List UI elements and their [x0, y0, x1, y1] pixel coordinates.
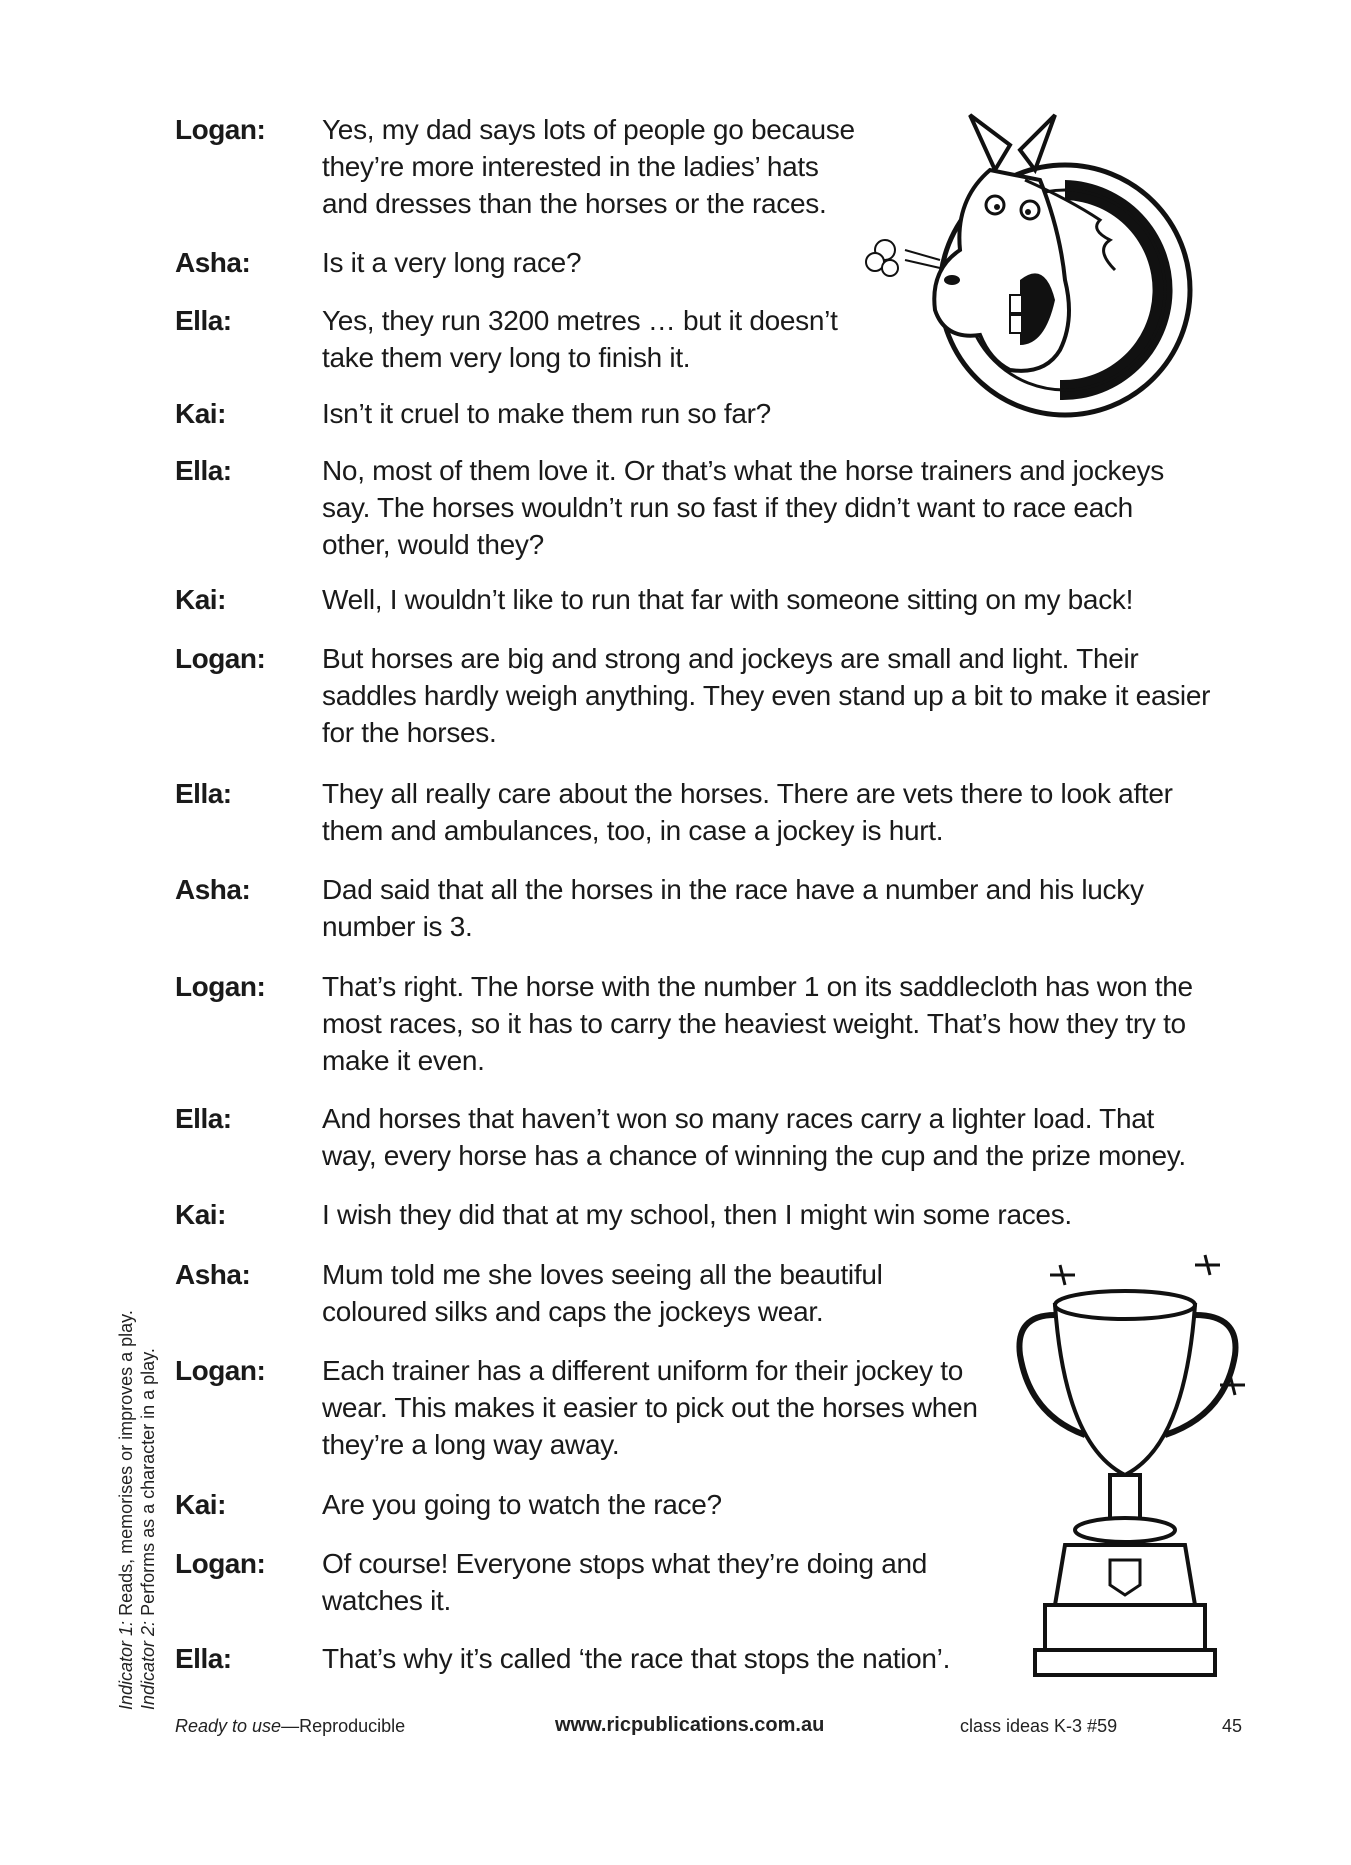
- indicator-sidebar: [115, 1310, 159, 1710]
- speech-text: That’s why it’s called ‘the race that stops the nation’.: [322, 1643, 951, 1674]
- footer-reproducible-text: —Reproducible: [281, 1716, 406, 1736]
- speaker-label: Logan:: [175, 971, 266, 1002]
- speaker-label: Kai:: [175, 584, 226, 615]
- horse-head-in-horseshoe-icon: [860, 110, 1220, 420]
- speech-text: Isn’t it cruel to make them run so far?: [322, 398, 771, 429]
- speaker-label: Logan:: [175, 1355, 266, 1386]
- speaker-label: Logan:: [175, 114, 266, 145]
- speaker-label: Asha:: [175, 1259, 251, 1290]
- trophy-cup-icon: [1005, 1245, 1255, 1695]
- speech-text: Yes, they run 3200 metres … but it doesn’t take them very long to finish it.: [322, 305, 838, 373]
- indicator-1-text: Reads, memorises or improves a play.: [116, 1310, 136, 1616]
- indicator-1-label: Indicator 1:: [116, 1620, 136, 1710]
- speech-text: I wish they did that at my school, then I might win some races.: [322, 1199, 1072, 1230]
- speaker-label: Ella:: [175, 1643, 232, 1674]
- speech-text: Each trainer has a different uniform for their jockey to wear. This makes it easier to pick out the horses when they’re a long way away.: [322, 1355, 978, 1460]
- speech-text: Of course! Everyone stops what they’re doing and watches it.: [322, 1548, 928, 1616]
- speaker-label: Kai:: [175, 1199, 226, 1230]
- indicator-2: [137, 1310, 159, 1710]
- speech-text: Are you going to watch the race?: [322, 1489, 722, 1520]
- indicator-1: [115, 1310, 137, 1710]
- speech-text: Dad said that all the horses in the race have a number and his lucky number is 3.: [322, 874, 1144, 942]
- speech-text: Well, I wouldn’t like to run that far with someone sitting on my back!: [322, 584, 1134, 615]
- speaker-label: Ella:: [175, 305, 232, 336]
- indicator-2-text: Performs as a character in a play.: [138, 1348, 158, 1616]
- speech-text: Is it a very long race?: [322, 247, 582, 278]
- speech-text: Mum told me she loves seeing all the beautiful coloured silks and caps the jockeys wear.: [322, 1259, 883, 1327]
- footer-series: class ideas K-3 #59: [960, 1716, 1118, 1736]
- speech-text: No, most of them love it. Or that’s what the horse trainers and jockeys say. The horses wouldn’t run so fast if they didn’t want to race each other, would they?: [322, 455, 1164, 560]
- footer-reproducible: [175, 1716, 405, 1737]
- speaker-label: Ella:: [175, 1103, 232, 1134]
- indicator-2-label: Indicator 2:: [138, 1620, 158, 1710]
- footer-url-link[interactable]: www.ricpublications.com.au: [555, 1714, 825, 1736]
- speaker-label: Kai:: [175, 398, 226, 429]
- speaker-label: Ella:: [175, 778, 232, 809]
- speaker-label: Asha:: [175, 874, 251, 905]
- page-number: 45: [1222, 1716, 1243, 1736]
- speaker-label: Ella:: [175, 455, 232, 486]
- speaker-label: Kai:: [175, 1489, 226, 1520]
- speech-text: Yes, my dad says lots of people go because they’re more interested in the ladies’ hats and dresses than the horses or the races.: [322, 114, 855, 219]
- speech-text: And horses that haven’t won so many races carry a lighter load. That way, every horse has a chance of winning the cup and the prize money.: [322, 1103, 1186, 1171]
- speech-text: They all really care about the horses. There are vets there to look after them and ambulances, too, in case a jockey is hurt.: [322, 778, 1173, 846]
- speaker-label: Logan:: [175, 643, 266, 674]
- speaker-label: Logan:: [175, 1548, 266, 1579]
- speaker-label: Asha:: [175, 247, 251, 278]
- footer-ready-to-use: Ready to use: [175, 1716, 282, 1736]
- speech-text: But horses are big and strong and jockeys are small and light. Their saddles hardly weigh anything. They even stand up a bit to make it easier for the horses.: [322, 643, 1211, 748]
- speech-text: That’s right. The horse with the number 1 on its saddlecloth has won the most races, so it has to carry the heaviest weight. That’s how they try to make it even.: [322, 971, 1193, 1076]
